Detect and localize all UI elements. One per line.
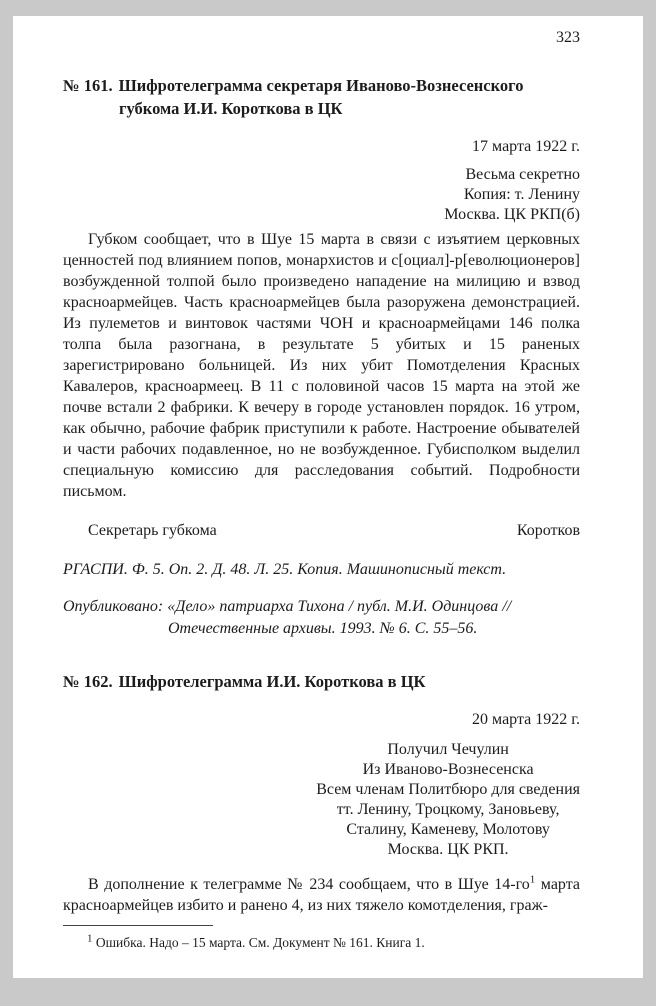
address-line: Всем членам Политбюро для сведения (316, 781, 580, 798)
address-line: Получил Чечулин (387, 741, 509, 758)
footnote-separator (63, 925, 213, 926)
document-162 (63, 640, 580, 916)
footnote-area (63, 925, 580, 952)
doc161-number: № 161. (63, 76, 113, 95)
address-line: Москва. ЦК РКП. (387, 841, 509, 858)
doc162-body-start: В дополнение к телеграмме № 234 сообщаем, что в Шуе 14-го (88, 876, 530, 893)
address-line: тт. Ленину, Троцкому, Зановьеву, (336, 801, 560, 818)
doc161-date: 17 марта 1922 г. (472, 138, 580, 155)
doc161-signature-line (63, 520, 580, 541)
signature-role: Секретарь губкома (88, 522, 217, 539)
address-line: Весьма секретно (465, 166, 580, 183)
publication-line: Опубликовано: «Дело» патриарха Тихона / публ. М.И. Одинцова // (63, 598, 512, 615)
doc161-body-paragraph: Губком сообщает, что в Шуе 15 марта в связи с изъятием церковных ценностей под влиянием попов, монархистов и с[оциал]-р[еволюционеров] возбужденной толпой было произведено нападение на милицию и взвод красноармейцев. Часть красноармейцев была разоружена демонстрацией. Из пулеметов и винтовок частями ЧОН и красноармейцами 146 полка толпа была разогнана, в результате 5 убитых и 15 раненых зарегистрировано больницей. Из них убит Помотделения Красных Кавалеров, красноармеец. В 11 с половиной часов 15 марта на этой же почве встали 2 фабрики. К вечеру в городе установлен порядок. 16 утром, как обычно, рабочие фабрик приступили к работе. Настроение обывателей и части рабочих подавленное, но не возбужденное. Губисполком выделил специальную комиссию для расследования событий. Подробности письмом. (63, 231, 580, 500)
footnote-text (63, 933, 580, 952)
doc162-address-inner (316, 740, 580, 860)
doc162-body-paragraph (63, 874, 580, 916)
document-161 (63, 48, 580, 640)
doc161-title-text: Шифротелеграмма секретаря Иваново-Вознесенского губкома И.И. Короткова в ЦК (118, 76, 524, 118)
doc161-address-block (63, 165, 580, 225)
publication-line: Отечественные архивы. 1993. № 6. С. 55–56. (168, 620, 478, 637)
doc162-title (63, 670, 580, 693)
doc162-address-block (63, 740, 580, 860)
address-line: Москва. ЦК РКП(б) (444, 206, 580, 223)
signature-name: Коротков (516, 522, 580, 539)
doc161-title (63, 74, 580, 120)
footnote-marker: 1 (87, 932, 93, 945)
address-line: Копия: т. Ленину (463, 186, 580, 203)
doc161-archive-reference: РГАСПИ. Ф. 5. Оп. 2. Д. 48. Л. 25. Копия. Машинописный текст. (63, 561, 507, 578)
doc162-number: № 162. (63, 672, 113, 691)
address-line: Сталину, Каменеву, Молотову (346, 821, 550, 838)
book-page (13, 16, 643, 978)
doc162-date: 20 марта 1922 г. (472, 711, 580, 728)
page-number: 323 (556, 29, 580, 46)
address-line: Из Иваново-Вознесенска (362, 761, 534, 778)
footnote-body: Ошибка. Надо – 15 марта. См. Документ № 161. Книга 1. (95, 935, 425, 950)
doc162-body-end: марта красноармейцев избито и ранено 4, из них тяжело комотделения, граж- (63, 876, 580, 914)
doc162-title-text: Шифротелеграмма И.И. Короткова в ЦК (118, 672, 426, 691)
doc161-publication-note (63, 596, 580, 640)
footnote-reference: 1 (529, 873, 536, 886)
